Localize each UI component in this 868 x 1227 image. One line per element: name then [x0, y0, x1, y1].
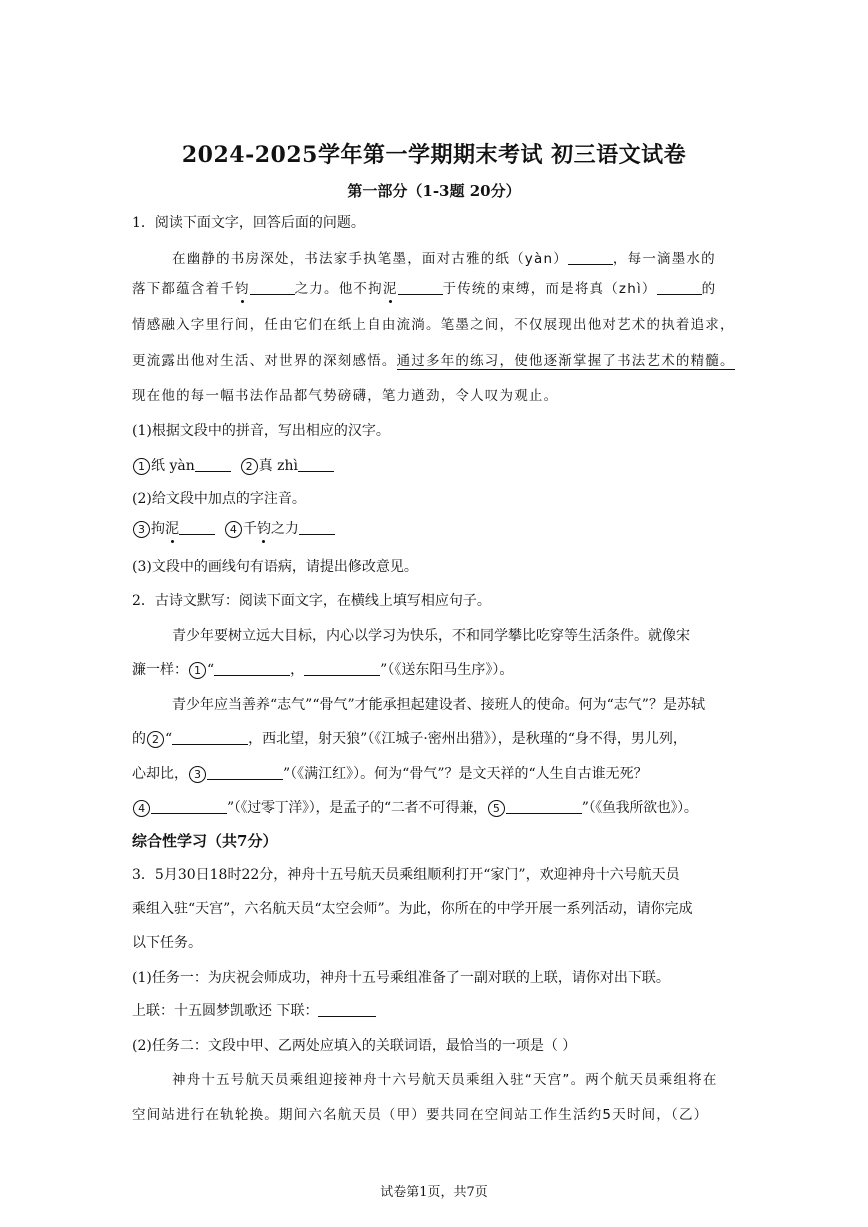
page-footer: 试卷第1页，共7页: [380, 1185, 488, 1200]
q3-para-line-2: 空间站进行在轨轮换。期间六名航天员（甲）要共同在空间站工作生活约5天时间，（乙）: [132, 1107, 709, 1123]
q1-para-line-5: 现在他的每一幅书法作品都气势磅礴，笔力遒劲，令人叹为观止。: [132, 388, 559, 404]
answer-blank[interactable]: [179, 520, 215, 535]
q3-stem-line-2: 乘组入驻“天宫”，六名航天员“太空会师”。为此，你所在的中学开展一系列活动，请你完成: [132, 901, 693, 917]
blank-jun[interactable]: [250, 280, 295, 295]
q3-para-line-1: 神舟十五号航天员乘组迎接神舟十六号航天员乘组入驻“天宫”。两个航天员乘组将在: [172, 1072, 718, 1088]
q1-stem: 1．阅读下面文字，回答后面的问题。: [132, 215, 365, 231]
q3-stem-line-3: 以下任务。: [132, 935, 202, 951]
underlined-sentence: 通过多年的练习，使他逐渐掌握了书法艺术的精髓。: [396, 353, 735, 369]
q2-para-line-6: 4 ”（《过零丁洋》），是孟子的“二者不可得兼， 5 ”（《鱼我所欲也》）。: [132, 799, 742, 817]
circled-number: 5: [488, 800, 505, 817]
q3-task2: (2)任务二：文段中甲、乙两处应填入的关联词语，最恰当的一项是（ ）: [132, 1038, 577, 1054]
dotted-char-ni: 泥: [382, 281, 398, 297]
q2-para-line-5: 心却比， 3 ”（《满江红》）。何为“骨气”？是文天祥的“人生自古谁无死？: [132, 766, 648, 782]
q1-para-line-2: 落下都蕴含着千钧 之力。他不拘泥 于传统的束缚，而是将真（zhì） 的: [132, 281, 717, 297]
answer-blank[interactable]: [506, 799, 582, 814]
answer-blank[interactable]: [195, 457, 231, 472]
q2-para-line-2: 濂一样： 1 “ ， ”（《送东阳马生序》）。: [132, 662, 514, 678]
dotted-char-jun: 钧: [234, 281, 250, 297]
blank-ni[interactable]: [398, 280, 443, 295]
circled-number: 4: [133, 800, 150, 817]
answer-blank[interactable]: [318, 1002, 376, 1017]
blank-zhi[interactable]: [657, 280, 702, 295]
answer-blank[interactable]: [207, 765, 283, 780]
q2-stem: 2．古诗文默写：阅读下面文字，在横线上填写相应句子。: [132, 593, 491, 609]
part-one-heading: 第一部分（1-3题 20分）: [347, 182, 521, 200]
q3-stem-line-1: 3．5月30日18时22分，神舟十五号航天员乘组顺利打开“家门”，欢迎神舟十六号航天员: [132, 867, 680, 883]
blank-yan[interactable]: [568, 250, 613, 265]
q1-para-line-4: 更流露出他对生活、对世界的深刻感悟。通过多年的练习，使他逐渐掌握了书法艺术的精髓。: [132, 353, 735, 369]
answer-blank[interactable]: [172, 730, 248, 745]
circled-number: 3: [133, 521, 150, 538]
answer-blank[interactable]: [298, 457, 334, 472]
q2-para-line-4: 的 2 “ ，西北望，射天狼”（《江城子·密州出猎》），是秋瑾的“身不得，男儿列，: [132, 731, 687, 747]
q2-para-line-1: 青少年要树立远大目标，内心以学习为快乐，不和同学攀比吃穿等生活条件。就像宋: [172, 628, 690, 644]
q1-sub2: (2)给文段中加点的字注音。: [132, 491, 306, 507]
circled-number: 4: [225, 521, 242, 538]
q2-para-line-3: 青少年应当善养“志气”“骨气”才能承担起建设者、接班人的使命。何为“志气”？是苏轼: [172, 697, 705, 713]
q3-task1: (1)任务一：为庆祝会师成功，神舟十五号乘组准备了一副对联的上联，请你对出下联。: [132, 970, 670, 986]
circled-number: 1: [189, 662, 206, 679]
q1-sub3: (3)文段中的画线句有语病，请提出修改意见。: [132, 559, 418, 575]
answer-blank[interactable]: [304, 661, 380, 676]
circled-number: 2: [147, 731, 164, 748]
q1-para-line-1: 在幽静的书房深处，书法家手执笔墨，面对古雅的纸（yàn） ，每一滴墨水的: [172, 251, 716, 267]
circled-number: 2: [241, 458, 258, 475]
q1-sub1: (1)根据文段中的拼音，写出相应的汉字。: [132, 423, 390, 439]
circled-number: 3: [189, 766, 206, 783]
answer-blank[interactable]: [151, 799, 227, 814]
q1-sub1-answers: 1 纸 yàn 2 真 zhì: [132, 457, 742, 475]
answer-blank[interactable]: [299, 520, 335, 535]
answer-blank[interactable]: [214, 661, 290, 676]
circled-number: 1: [133, 458, 150, 475]
section-heading-comprehensive: 综合性学习（共7分）: [132, 832, 278, 850]
page-title: 2024-2025学年第一学期期末考试 初三语文试卷: [181, 142, 687, 168]
q1-sub2-answers: 3 拘泥 4 千钧之力: [132, 520, 742, 538]
q3-couplet: 上联：十五圆梦凯歌还 下联：: [132, 1002, 742, 1020]
q1-para-line-3: 情感融入字里行间，任由它们在纸上自由流淌。笔墨之间，不仅展现出他对艺术的执着追求，: [132, 317, 735, 333]
